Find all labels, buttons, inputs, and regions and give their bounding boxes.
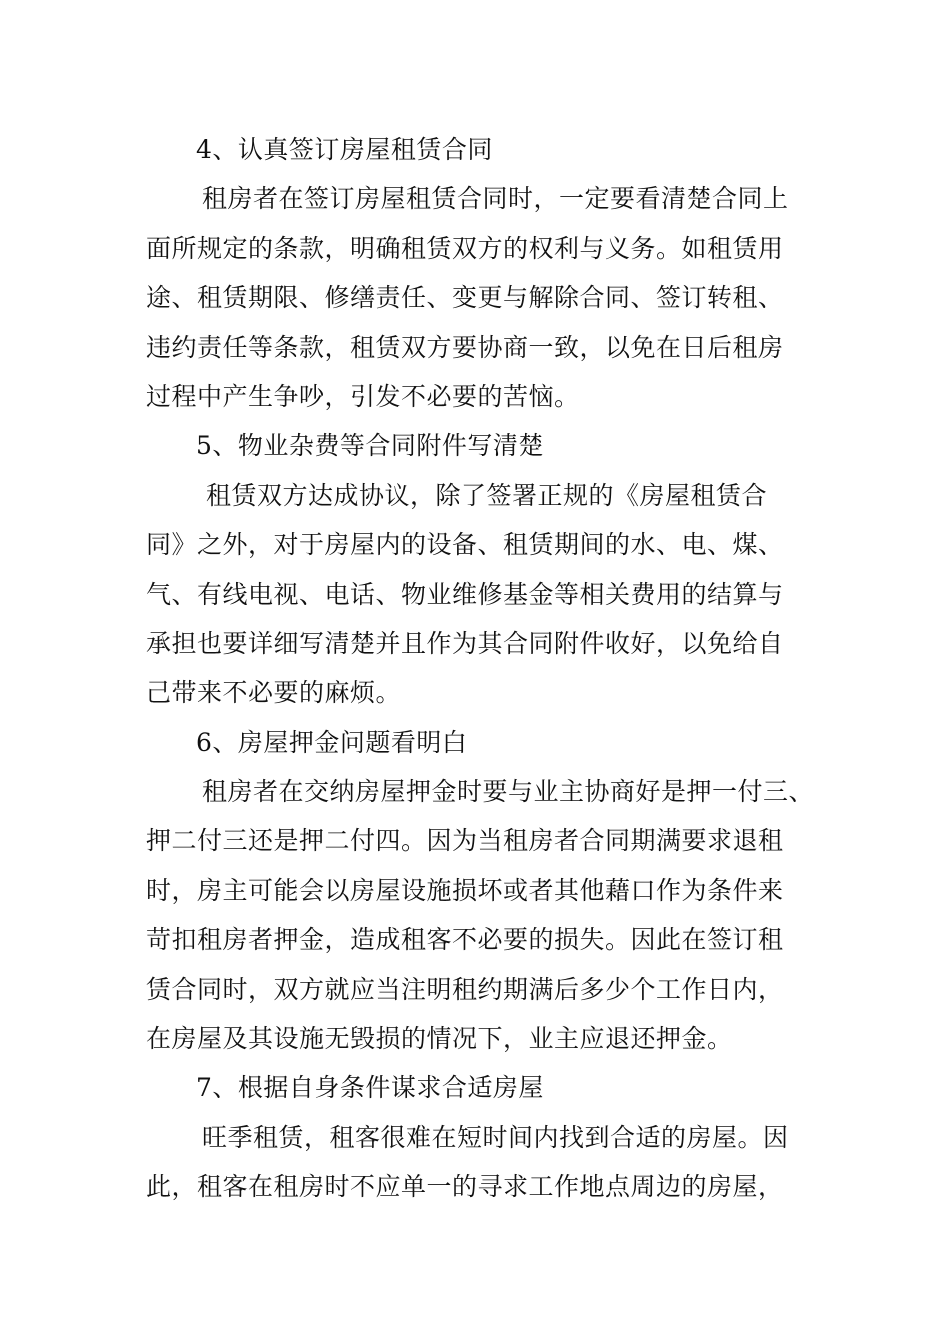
paragraph-line: 承担也要详细写清楚并且作为其合同附件收好，以免给自 xyxy=(146,628,784,658)
paragraph-line: 苛扣租房者押金，造成租客不必要的损失。因此在签订租 xyxy=(146,925,784,955)
paragraph-line: 时，房主可能会以房屋设施损坏或者其他藉口作为条件来 xyxy=(146,875,784,905)
section-heading-6: 6、房屋押金问题看明白 xyxy=(196,727,468,757)
paragraph-line: 途、租赁期限、修缮责任、变更与解除合同、签订转租、 xyxy=(146,283,784,313)
paragraph-line: 旺季租赁，租客很难在短时间内找到合适的房屋。因 xyxy=(202,1122,789,1152)
paragraph-line: 面所规定的条款，明确租赁双方的权利与义务。如租赁用 xyxy=(146,233,784,263)
paragraph-line: 租房者在签订房屋租赁合同时，一定要看清楚合同上 xyxy=(202,184,789,214)
section-heading-4: 4、认真签订房屋租赁合同 xyxy=(196,135,493,164)
paragraph-line: 违约责任等条款，租赁双方要协商一致，以免在日后租房 xyxy=(146,332,784,362)
section-heading-7: 7、根据自身条件谋求合适房屋 xyxy=(196,1073,544,1103)
paragraph-line: 过程中产生争吵，引发不必要的苦恼。 xyxy=(146,381,580,411)
document-body xyxy=(146,125,836,1212)
paragraph-line: 在房屋及其设施无毁损的情况下，业主应退还押金。 xyxy=(146,1024,733,1054)
paragraph-line: 租房者在交纳房屋押金时要与业主协商好是押一付三、 xyxy=(202,777,815,807)
paragraph-line: 押二付三还是押二付四。因为当租房者合同期满要求退租 xyxy=(146,826,784,856)
paragraph-line: 租赁双方达成协议，除了签署正规的《房屋租赁合 xyxy=(206,480,768,510)
paragraph-line: 同》之外，对于房屋内的设备、租赁期间的水、电、煤、 xyxy=(146,530,784,560)
section-heading-5: 5、物业杂费等合同附件写清楚 xyxy=(196,431,544,461)
paragraph-line: 赁合同时，双方就应当注明租约期满后多少个工作日内， xyxy=(146,974,784,1004)
paragraph-line: 此，租客在租房时不应单一的寻求工作地点周边的房屋， xyxy=(146,1172,784,1202)
paragraph-line: 气、有线电视、电话、物业维修基金等相关费用的结算与 xyxy=(146,579,784,609)
paragraph-line: 己带来不必要的麻烦。 xyxy=(146,678,402,708)
